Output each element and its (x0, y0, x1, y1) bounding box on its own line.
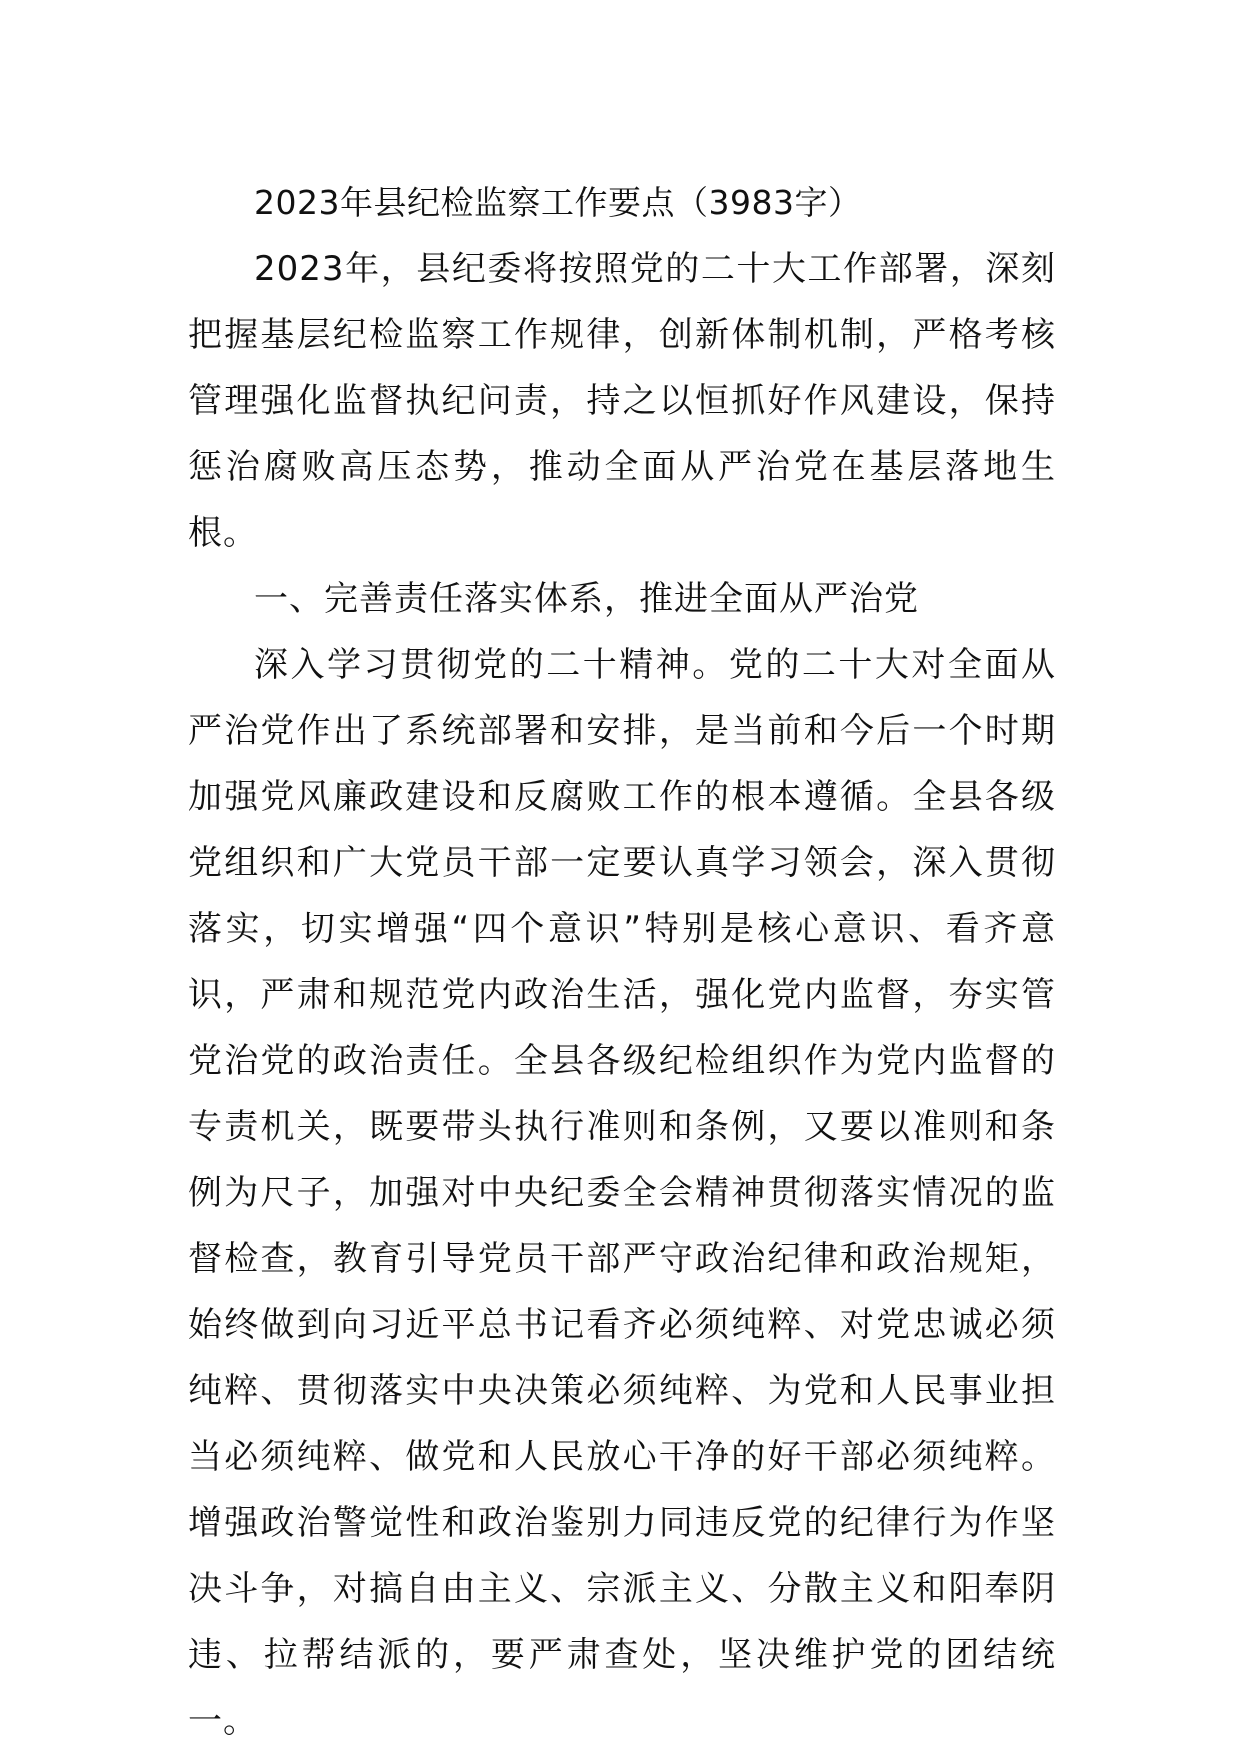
document-page (188, 170, 1056, 1754)
intro-paragraph: 2023年，县纪委将按照党的二十大工作部署，深刻把握基层纪检监察工作规律，创新体制机制，严格考核管理强化监督执纪问责，持之以恒抓好作风建设，保持惩治腐败高压态势，推动全面从严治党在基层落地生根。 (188, 249, 1056, 553)
section-1-heading: 一、完善责任落实体系，推进全面从严治党 (254, 579, 919, 619)
document-title: 2023年县纪检监察工作要点（3983字） (254, 183, 862, 222)
section-1-body: 深入学习贯彻党的二十精神。党的二十大对全面从严治党作出了系统部署和安排，是当前和今后一个时期加强党风廉政建设和反腐败工作的根本遵循。全县各级党组织和广大党员干部一定要认真学习领会，深入贯彻落实，切实增强“四个意识”特别是核心意识、看齐意识，严肃和规范党内政治生活，强化党内监督，夯实管党治党的政治责任。全县各级纪检组织作为党内监督的专责机关，既要带头执行准则和条例，又要以准则和条例为尺子，加强对中央纪委全会精神贯彻落实情况的监督检查，教育引导党员干部严守政治纪律和政治规矩，始终做到向习近平总书记看齐必须纯粹、对党忠诚必须纯粹、贯彻落实中央决策必须纯粹、为党和人民事业担当必须纯粹、做党和人民放心干净的好干部必须纯粹。增强政治警觉性和政治鉴别力同违反党的纪律行为作坚决斗争，对搞自由主义、宗派主义、分散主义和阳奉阴违、拉帮结派的，要严肃查处，坚决维护党的团结统一。 (188, 645, 1056, 1741)
